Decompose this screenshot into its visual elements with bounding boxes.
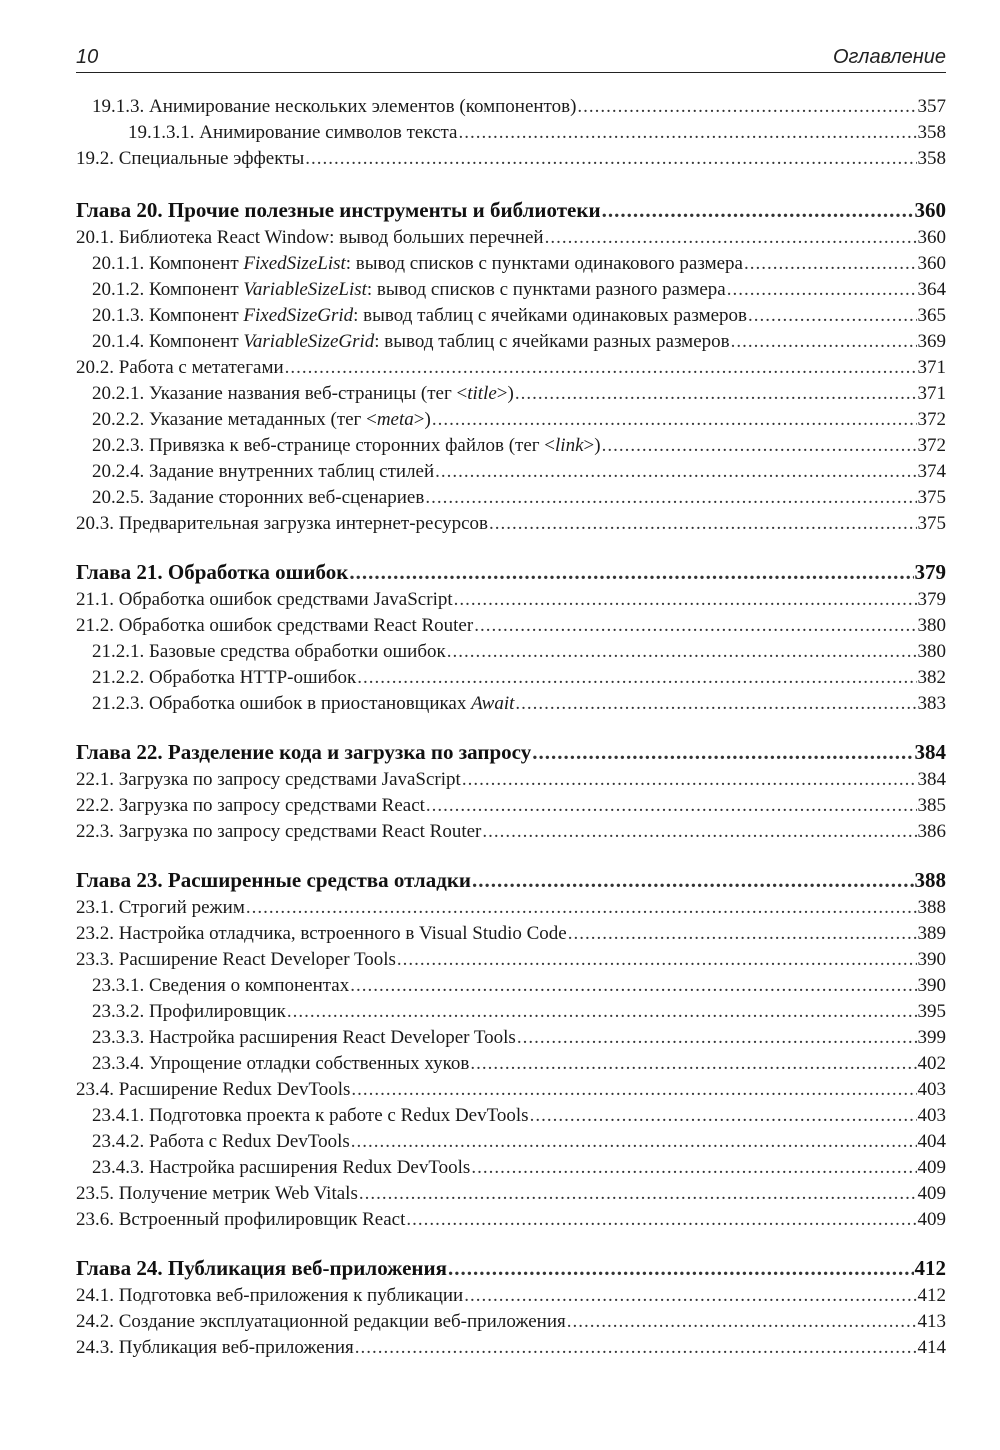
dot-leader: [350, 973, 916, 999]
toc-entry-title-text: 23.4. Расширение Redux DevTools: [76, 1079, 351, 1100]
toc-chapter-entry[interactable]: [76, 737, 946, 767]
toc-page-number: 371: [917, 383, 946, 404]
toc-entry-title-text: 20.1.3. Компонент: [92, 305, 244, 326]
toc-entry[interactable]: [76, 381, 946, 407]
toc-entry[interactable]: [76, 251, 946, 277]
dot-leader: [351, 1077, 916, 1103]
toc-page-number: 380: [917, 641, 946, 662]
toc-entry-title-text: Глава 20. Прочие полезные инструменты и библиотеки: [76, 198, 601, 222]
toc-entry-title: [76, 587, 453, 613]
toc-entry-title-text: 22.1. Загрузка по запросу средствами JavaScript: [76, 769, 461, 790]
toc-page-number: 409: [917, 1209, 946, 1230]
toc-entry-title: [92, 459, 434, 485]
table-of-contents: [76, 94, 946, 1361]
toc-entry-title: [76, 613, 473, 639]
toc-entry-title-text: 19.1.3. Анимирование нескольких элементов (компонентов): [92, 96, 577, 117]
dot-leader: [464, 1283, 916, 1309]
toc-page-number: 372: [917, 435, 946, 456]
toc-entry-title: [92, 999, 286, 1025]
toc-page-number: 409: [917, 1183, 946, 1204]
dot-leader: [359, 1181, 917, 1207]
toc-entry-title: [92, 433, 601, 459]
toc-entry-title: [76, 146, 304, 172]
dot-leader: [515, 381, 917, 407]
toc-entry-title-text: 20.2.3. Привязка к веб-странице сторонних файлов (тег <: [92, 435, 556, 456]
toc-entry-title-text: 23.2. Настройка отладчика, встроенного в Visual Studio Code: [76, 923, 567, 944]
toc-entry[interactable]: [76, 1335, 946, 1361]
toc-entry-title: [76, 921, 567, 947]
toc-entry-title-text: 23.3.3. Настройка расширения React Developer Tools: [92, 1027, 516, 1048]
toc-entry[interactable]: [76, 947, 946, 973]
toc-page-number: 369: [917, 331, 946, 352]
toc-entry-title-text: 20.1.1. Компонент: [92, 253, 244, 274]
running-title: Оглавление: [832, 46, 946, 68]
toc-chapter-entry[interactable]: [76, 195, 946, 225]
dot-leader: [744, 251, 917, 277]
dot-leader: [287, 999, 917, 1025]
toc-page-number: 388: [917, 897, 946, 918]
toc-entry-title-text: Глава 21. Обработка ошибок: [76, 560, 349, 584]
toc-entry-title: [92, 1129, 350, 1155]
toc-page-number: 395: [917, 1001, 946, 1022]
toc-entry-title: [92, 1155, 470, 1181]
toc-entry-title: [76, 1207, 405, 1233]
toc-entry-title-text: 19.2. Специальные эффекты: [76, 148, 305, 169]
toc-entry-title-text: Глава 24. Публикация веб-приложения: [76, 1256, 447, 1280]
toc-entry-title: [76, 865, 471, 895]
toc-entry-title-italic: link: [555, 435, 584, 456]
toc-entry[interactable]: [76, 1077, 946, 1103]
toc-page-number: 403: [917, 1079, 946, 1100]
toc-page-number: 402: [917, 1053, 946, 1074]
dot-leader: [474, 613, 916, 639]
dot-leader: [285, 355, 917, 381]
dot-leader: [577, 94, 916, 120]
toc-entry[interactable]: [76, 665, 946, 691]
dot-leader: [351, 1129, 917, 1155]
toc-entry[interactable]: [76, 1129, 946, 1155]
toc-entry-title-text: 24.3. Публикация веб-приложения: [76, 1337, 354, 1358]
page-header: [76, 44, 946, 73]
toc-entry[interactable]: [76, 587, 946, 613]
toc-page-number: 357: [917, 96, 946, 117]
toc-entry-title: [76, 1309, 566, 1335]
dot-leader: [727, 277, 917, 303]
toc-entry-title: [92, 381, 514, 407]
dot-leader: [731, 329, 917, 355]
toc-page-number: 390: [917, 949, 946, 970]
toc-chapter-entry[interactable]: [76, 865, 946, 895]
toc-page-number: 386: [917, 821, 946, 842]
toc-entry-title-text: 20.2. Работа с метатегами: [76, 357, 284, 378]
toc-page-number: 388: [914, 868, 946, 892]
dot-leader: [462, 767, 917, 793]
toc-page-number: 360: [917, 253, 946, 274]
toc-entry[interactable]: [76, 146, 946, 172]
toc-entry-title: [76, 557, 348, 587]
toc-entry-title-text: 20.2.5. Задание сторонних веб-сценариев: [92, 487, 425, 508]
toc-entry-title: [92, 973, 349, 999]
toc-entry-title: [92, 407, 431, 433]
toc-page-number: 390: [917, 975, 946, 996]
dot-leader: [567, 1309, 917, 1335]
toc-entry[interactable]: [76, 1025, 946, 1051]
toc-entry-title-text: Глава 22. Разделение кода и загрузка по запросу: [76, 740, 532, 764]
toc-page-number: 385: [917, 795, 946, 816]
toc-entry-title: [92, 691, 514, 717]
toc-entry-title-text: 22.3. Загрузка по запросу средствами React Router: [76, 821, 482, 842]
dot-leader: [397, 947, 917, 973]
toc-entry[interactable]: [76, 511, 946, 537]
dot-leader: [425, 485, 916, 511]
toc-page-number: 364: [917, 279, 946, 300]
toc-entry-title-italic: FixedSizeGrid: [243, 305, 354, 326]
toc-page-number: 412: [914, 1256, 946, 1280]
toc-page-number: 382: [917, 667, 946, 688]
dot-leader: [482, 819, 916, 845]
toc-entry-title: [76, 819, 481, 845]
toc-entry-title-text: 23.4.1. Подготовка проекта к работе с Redux DevTools: [92, 1105, 529, 1126]
dot-leader: [246, 895, 917, 921]
toc-entry-title-suffix: : вывод таблиц с ячейками одинаковых размеров: [353, 305, 747, 326]
toc-entry[interactable]: [76, 819, 946, 845]
toc-entry[interactable]: [76, 1155, 946, 1181]
dot-leader: [426, 793, 917, 819]
dot-leader: [471, 1155, 916, 1181]
toc-entry-title: [76, 793, 425, 819]
toc-entry-title: [76, 355, 284, 381]
toc-page-number: 384: [914, 740, 946, 764]
toc-entry-title-text: 20.2.4. Задание внутренних таблиц стилей: [92, 461, 435, 482]
dot-leader: [515, 691, 916, 717]
toc-entry-title-text: 22.2. Загрузка по запросу средствами React: [76, 795, 425, 816]
dot-leader: [568, 921, 917, 947]
dot-leader: [355, 1335, 917, 1361]
toc-entry-title-text: 20.3. Предварительная загрузка интернет-ресурсов: [76, 513, 489, 534]
dot-leader: [454, 587, 917, 613]
toc-entry-title-text: 24.2. Создание эксплуатационной редакции веб-приложения: [76, 1311, 566, 1332]
toc-entry[interactable]: [76, 355, 946, 381]
dot-leader: [432, 407, 917, 433]
page-number: 10: [76, 46, 99, 68]
toc-entry-title-suffix: : вывод таблиц с ячейками разных размеров: [374, 331, 730, 352]
toc-entry-title-text: 21.2.2. Обработка HTTP-ошибок: [92, 667, 357, 688]
toc-entry-title: [92, 277, 726, 303]
toc-entry-title-suffix: : вывод списков с пунктами одинакового размера: [345, 253, 743, 274]
toc-entry-title: [76, 1077, 350, 1103]
toc-entry[interactable]: [76, 1283, 946, 1309]
toc-entry-title-text: 23.6. Встроенный профилировщик React: [76, 1209, 406, 1230]
toc-entry-title: [76, 225, 544, 251]
toc-page-number: 412: [917, 1285, 946, 1306]
toc-entry-title: [92, 1051, 469, 1077]
toc-entry-title: [92, 665, 356, 691]
toc-entry[interactable]: [76, 1051, 946, 1077]
toc-entry-title: [92, 94, 576, 120]
toc-entry-title-text: 23.3.4. Упрощение отладки собственных хуков: [92, 1053, 470, 1074]
toc-entry[interactable]: [76, 793, 946, 819]
toc-entry-title-text: 21.2. Обработка ошибок средствами React Router: [76, 615, 474, 636]
toc-entry-title-text: 21.2.3. Обработка ошибок в приостановщиках: [92, 693, 472, 714]
toc-page-number: 360: [914, 198, 946, 222]
toc-entry-title-text: 23.3.1. Сведения о компонентах: [92, 975, 350, 996]
toc-chapter-entry[interactable]: [76, 557, 946, 587]
toc-entry[interactable]: [76, 921, 946, 947]
dot-leader: [602, 433, 917, 459]
dot-leader: [489, 511, 916, 537]
toc-entry-title: [76, 1283, 463, 1309]
toc-entry-title: [92, 329, 730, 355]
toc-entry-title: [128, 120, 458, 146]
toc-page-number: 374: [917, 461, 946, 482]
toc-entry[interactable]: [76, 691, 946, 717]
toc-entry-title-italic: title: [467, 383, 497, 404]
dot-leader: [448, 1253, 914, 1283]
toc-page-number: 358: [917, 148, 946, 169]
toc-entry-title: [76, 947, 396, 973]
toc-entry-title: [76, 1335, 354, 1361]
toc-entry[interactable]: [76, 225, 946, 251]
toc-entry-title-text: 20.2.1. Указание названия веб-страницы (тег <: [92, 383, 468, 404]
toc-entry-title-text: 23.5. Получение метрик Web Vitals: [76, 1183, 358, 1204]
toc-entry[interactable]: [76, 94, 946, 120]
toc-page-number: 365: [917, 305, 946, 326]
toc-entry-title-text: 23.3. Расширение React Developer Tools: [76, 949, 396, 970]
toc-entry-title-suffix: : вывод списков с пунктами разного размера: [366, 279, 726, 300]
toc-entry[interactable]: [76, 407, 946, 433]
toc-page-number: 414: [917, 1337, 946, 1358]
toc-entry-title: [76, 737, 531, 767]
dot-leader: [305, 146, 916, 172]
dot-leader: [545, 225, 917, 251]
toc-entry[interactable]: [76, 433, 946, 459]
toc-entry-title-suffix: >): [413, 409, 431, 430]
toc-entry[interactable]: [76, 895, 946, 921]
dot-leader: [530, 1103, 917, 1129]
toc-entry-title: [76, 511, 488, 537]
toc-page-number: 404: [917, 1131, 946, 1152]
toc-page-number: 375: [917, 513, 946, 534]
toc-entry-title: [76, 767, 461, 793]
toc-entry-title: [76, 895, 245, 921]
toc-page-number: 358: [917, 122, 946, 143]
toc-entry[interactable]: [76, 1103, 946, 1129]
toc-entry-title-suffix: >): [496, 383, 514, 404]
toc-entry[interactable]: [76, 767, 946, 793]
toc-entry[interactable]: [76, 277, 946, 303]
toc-page-number: 413: [917, 1311, 946, 1332]
toc-entry-title: [92, 1103, 529, 1129]
toc-entry-title-italic: VariableSizeGrid: [243, 331, 375, 352]
toc-entry-title: [92, 485, 424, 511]
dot-leader: [532, 737, 913, 767]
toc-page-number: 403: [917, 1105, 946, 1126]
toc-entry[interactable]: [76, 973, 946, 999]
toc-entry-title-text: 19.1.3.1. Анимирование символов текста: [128, 122, 458, 143]
toc-page-number: 372: [917, 409, 946, 430]
toc-entry-title-text: 23.4.3. Настройка расширения Redux DevTools: [92, 1157, 471, 1178]
toc-entry-title-text: 20.1. Библиотека React Window: вывод больших перечней: [76, 227, 544, 248]
toc-entry-title-text: 21.2.1. Базовые средства обработки ошибок: [92, 641, 446, 662]
toc-entry-title: [92, 1025, 516, 1051]
toc-page-number: 383: [917, 693, 946, 714]
toc-entry-title-italic: meta: [376, 409, 414, 430]
dot-leader: [447, 639, 917, 665]
toc-entry-title-suffix: >): [583, 435, 601, 456]
toc-entry[interactable]: [76, 303, 946, 329]
toc-entry-title: [76, 1181, 358, 1207]
toc-entry-title-text: 23.4.2. Работа с Redux DevTools: [92, 1131, 350, 1152]
toc-entry-title-italic: Await: [471, 693, 515, 714]
toc-entry-title-text: Глава 23. Расширенные средства отладки: [76, 868, 472, 892]
toc-entry-title: [76, 195, 601, 225]
dot-leader: [472, 865, 913, 895]
toc-entry[interactable]: [76, 459, 946, 485]
toc-entry-title: [92, 639, 446, 665]
toc-page-number: 360: [917, 227, 946, 248]
toc-page-number: 409: [917, 1157, 946, 1178]
toc-entry-title-italic: VariableSizeList: [243, 279, 367, 300]
toc-page-number: 399: [917, 1027, 946, 1048]
toc-entry[interactable]: [76, 999, 946, 1025]
toc-entry[interactable]: [76, 639, 946, 665]
toc-page-number: 379: [914, 560, 946, 584]
dot-leader: [435, 459, 916, 485]
toc-page-number: 375: [917, 487, 946, 508]
toc-page-number: 380: [917, 615, 946, 636]
toc-entry[interactable]: [76, 1309, 946, 1335]
dot-leader: [406, 1207, 916, 1233]
toc-entry-title: [92, 251, 743, 277]
toc-entry[interactable]: [76, 485, 946, 511]
toc-entry-title-text: 21.1. Обработка ошибок средствами JavaScript: [76, 589, 453, 610]
toc-page-number: 371: [917, 357, 946, 378]
dot-leader: [517, 1025, 917, 1051]
toc-chapter-entry[interactable]: [76, 1253, 946, 1283]
toc-page-number: 379: [917, 589, 946, 610]
toc-entry[interactable]: [76, 329, 946, 355]
toc-entry-title-italic: FixedSizeList: [243, 253, 346, 274]
toc-entry-title-text: 20.1.4. Компонент: [92, 331, 244, 352]
toc-entry-title: [92, 303, 747, 329]
toc-entry-title-text: 24.1. Подготовка веб-приложения к публикации: [76, 1285, 464, 1306]
dot-leader: [748, 303, 917, 329]
toc-entry-title-text: 20.1.2. Компонент: [92, 279, 244, 300]
toc-entry-title-text: 23.3.2. Профилировщик: [92, 1001, 286, 1022]
toc-entry[interactable]: [76, 1181, 946, 1207]
dot-leader: [470, 1051, 916, 1077]
dot-leader: [357, 665, 916, 691]
toc-page-number: 384: [917, 769, 946, 790]
dot-leader: [459, 120, 917, 146]
toc-entry[interactable]: [76, 613, 946, 639]
toc-entry-title-text: 20.2.2. Указание метаданных (тег <: [92, 409, 377, 430]
toc-entry-title-text: 23.1. Строгий режим: [76, 897, 245, 918]
toc-page-number: 389: [917, 923, 946, 944]
toc-entry[interactable]: [76, 120, 946, 146]
dot-leader: [602, 195, 914, 225]
dot-leader: [349, 557, 913, 587]
toc-entry-title: [76, 1253, 447, 1283]
toc-entry[interactable]: [76, 1207, 946, 1233]
